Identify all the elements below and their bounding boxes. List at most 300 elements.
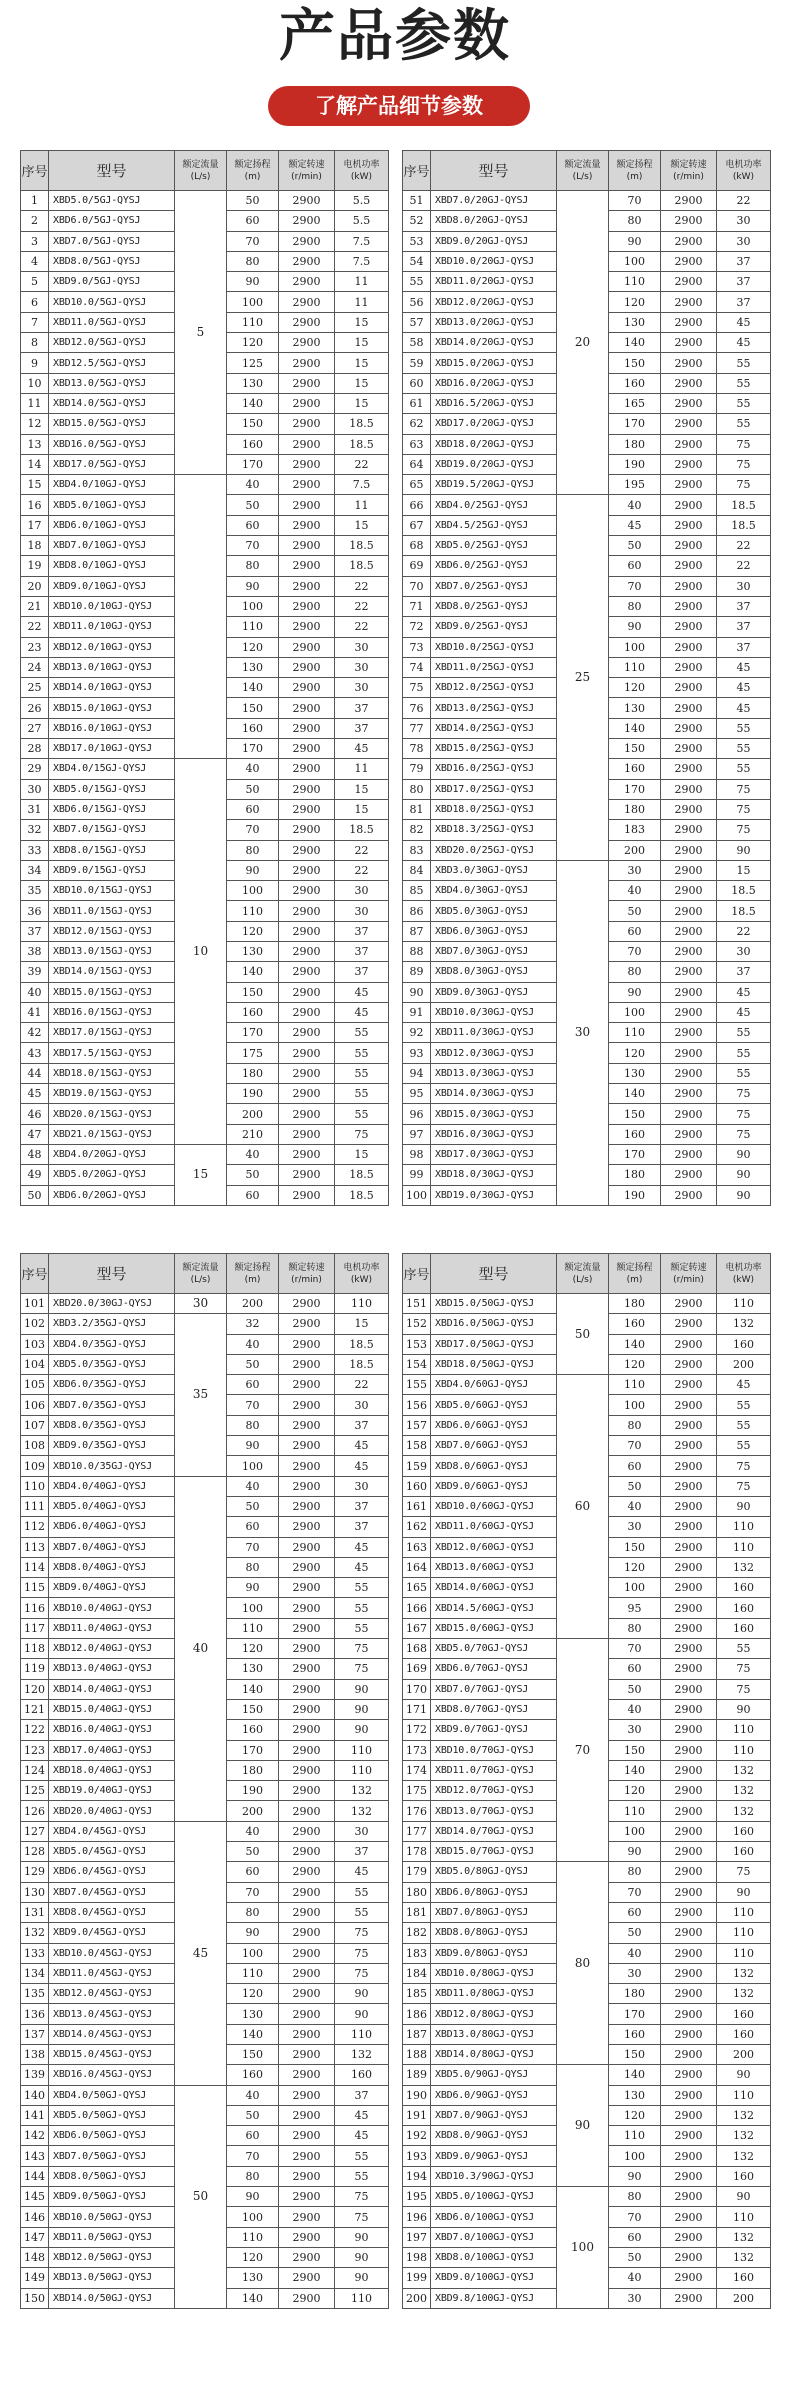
cell-head: 175 <box>227 1043 279 1063</box>
cell-power: 55 <box>717 1395 771 1415</box>
cell-no: 49 <box>21 1165 49 1185</box>
cell-model: XBD6.0/80GJ-QYSJ <box>431 1882 557 1902</box>
cell-head: 130 <box>609 2085 661 2105</box>
cell-no: 105 <box>21 1375 49 1395</box>
cell-speed: 2900 <box>661 1314 717 1334</box>
cell-power: 15 <box>335 515 389 535</box>
table-row <box>403 2187 771 2207</box>
cell-speed: 2900 <box>661 1084 717 1104</box>
cell-head: 130 <box>227 657 279 677</box>
cell-power: 55 <box>717 373 771 393</box>
cell-head: 120 <box>609 2105 661 2125</box>
cell-power: 110 <box>717 1294 771 1314</box>
cell-model: XBD9.0/70GJ-QYSJ <box>431 1720 557 1740</box>
cell-power: 55 <box>335 1063 389 1083</box>
cell-no: 188 <box>403 2044 431 2064</box>
cell-model: XBD14.0/5GJ-QYSJ <box>49 393 175 413</box>
cell-model: XBD4.5/25GJ-QYSJ <box>431 515 557 535</box>
cell-no: 130 <box>21 1882 49 1902</box>
cell-model: XBD12.0/15GJ-QYSJ <box>49 921 175 941</box>
cell-power: 75 <box>717 1659 771 1679</box>
cell-no: 51 <box>403 191 431 211</box>
cell-model: XBD7.0/15GJ-QYSJ <box>49 820 175 840</box>
cell-model: XBD9.0/45GJ-QYSJ <box>49 1923 175 1943</box>
cell-power: 110 <box>717 1902 771 1922</box>
cell-no: 197 <box>403 2227 431 2247</box>
cell-power: 11 <box>335 759 389 779</box>
cell-power: 55 <box>717 739 771 759</box>
cell-speed: 2900 <box>279 1456 335 1476</box>
cell-no: 37 <box>21 921 49 941</box>
cell-head: 100 <box>227 881 279 901</box>
cell-power: 30 <box>335 637 389 657</box>
cell-no: 5 <box>21 272 49 292</box>
header-head: 额定扬程 (m) <box>227 151 279 191</box>
cell-model: XBD17.5/15GJ-QYSJ <box>49 1043 175 1063</box>
cell-power: 160 <box>717 2268 771 2288</box>
cell-speed: 2900 <box>279 2227 335 2247</box>
cell-power: 90 <box>335 2268 389 2288</box>
cell-power: 110 <box>717 2207 771 2227</box>
cell-head: 200 <box>227 1104 279 1124</box>
cell-head: 100 <box>609 1578 661 1598</box>
cell-head: 160 <box>609 1314 661 1334</box>
cell-no: 110 <box>21 1476 49 1496</box>
cell-model: XBD8.0/30GJ-QYSJ <box>431 962 557 982</box>
cell-model: XBD17.0/10GJ-QYSJ <box>49 739 175 759</box>
cell-no: 43 <box>21 1043 49 1063</box>
cell-model: XBD10.0/60GJ-QYSJ <box>431 1496 557 1516</box>
cell-head: 100 <box>609 251 661 271</box>
cell-head: 170 <box>609 779 661 799</box>
cell-speed: 2900 <box>661 840 717 860</box>
cell-model: XBD9.0/40GJ-QYSJ <box>49 1578 175 1598</box>
cell-flow: 60 <box>557 1375 609 1639</box>
cell-head: 50 <box>227 779 279 799</box>
cell-speed: 2900 <box>279 1395 335 1415</box>
cell-no: 61 <box>403 393 431 413</box>
cell-head: 50 <box>227 1354 279 1374</box>
cell-model: XBD7.0/10GJ-QYSJ <box>49 536 175 556</box>
cell-power: 75 <box>335 2187 389 2207</box>
cell-power: 160 <box>717 2024 771 2044</box>
cell-head: 100 <box>227 1943 279 1963</box>
cell-no: 184 <box>403 1963 431 1983</box>
cell-speed: 2900 <box>661 2105 717 2125</box>
cell-model: XBD7.0/20GJ-QYSJ <box>431 191 557 211</box>
cell-no: 93 <box>403 1043 431 1063</box>
cell-speed: 2900 <box>661 820 717 840</box>
cell-power: 37 <box>717 272 771 292</box>
cell-power: 90 <box>335 1679 389 1699</box>
cell-no: 55 <box>403 272 431 292</box>
cell-power: 75 <box>717 1456 771 1476</box>
cell-no: 176 <box>403 1801 431 1821</box>
cell-model: XBD10.0/80GJ-QYSJ <box>431 1963 557 1983</box>
cell-no: 88 <box>403 941 431 961</box>
cell-no: 128 <box>21 1842 49 1862</box>
cell-power: 30 <box>335 1821 389 1841</box>
cell-no: 66 <box>403 495 431 515</box>
cell-no: 162 <box>403 1517 431 1537</box>
cell-head: 130 <box>227 373 279 393</box>
cell-model: XBD17.0/5GJ-QYSJ <box>49 454 175 474</box>
cell-head: 90 <box>227 1436 279 1456</box>
table-row <box>403 2065 771 2085</box>
cell-no: 99 <box>403 1165 431 1185</box>
cell-head: 60 <box>609 921 661 941</box>
cell-no: 24 <box>21 657 49 677</box>
cell-no: 97 <box>403 1124 431 1144</box>
cell-power: 18.5 <box>335 1185 389 1205</box>
cell-speed: 2900 <box>279 637 335 657</box>
cell-head: 140 <box>227 678 279 698</box>
cell-power: 45 <box>335 2126 389 2146</box>
cell-speed: 2900 <box>661 2166 717 2186</box>
cell-no: 190 <box>403 2085 431 2105</box>
cell-model: XBD8.0/35GJ-QYSJ <box>49 1415 175 1435</box>
cell-power: 30 <box>335 1476 389 1496</box>
cell-head: 125 <box>227 353 279 373</box>
cell-power: 37 <box>335 1496 389 1516</box>
cell-head: 90 <box>227 576 279 596</box>
cell-model: XBD15.0/25GJ-QYSJ <box>431 739 557 759</box>
cell-head: 170 <box>227 1023 279 1043</box>
cell-model: XBD13.0/10GJ-QYSJ <box>49 657 175 677</box>
cell-no: 172 <box>403 1720 431 1740</box>
cell-model: XBD16.0/15GJ-QYSJ <box>49 1002 175 1022</box>
cell-speed: 2900 <box>661 1537 717 1557</box>
cell-no: 68 <box>403 536 431 556</box>
cell-head: 150 <box>227 2044 279 2064</box>
cell-head: 40 <box>227 1144 279 1164</box>
cell-model: XBD12.0/5GJ-QYSJ <box>49 333 175 353</box>
cell-power: 37 <box>335 718 389 738</box>
cell-no: 168 <box>403 1639 431 1659</box>
cell-power: 75 <box>717 1679 771 1699</box>
cell-head: 60 <box>227 515 279 535</box>
cell-speed: 2900 <box>279 1659 335 1679</box>
spec-panel-1 <box>20 150 389 1206</box>
cell-no: 144 <box>21 2166 49 2186</box>
cell-head: 120 <box>227 2247 279 2267</box>
cell-speed: 2900 <box>661 779 717 799</box>
cell-flow: 50 <box>557 1294 609 1375</box>
cell-model: XBD13.0/60GJ-QYSJ <box>431 1557 557 1577</box>
cell-head: 160 <box>227 1720 279 1740</box>
cell-speed: 2900 <box>279 2166 335 2186</box>
cell-no: 62 <box>403 414 431 434</box>
cell-model: XBD12.0/40GJ-QYSJ <box>49 1639 175 1659</box>
cell-no: 78 <box>403 739 431 759</box>
cell-model: XBD9.0/90GJ-QYSJ <box>431 2146 557 2166</box>
table-row <box>403 1375 771 1395</box>
table-header-row <box>21 151 389 191</box>
cell-power: 37 <box>335 1517 389 1537</box>
cell-no: 173 <box>403 1740 431 1760</box>
cell-model: XBD4.0/35GJ-QYSJ <box>49 1334 175 1354</box>
cell-head: 32 <box>227 1314 279 1334</box>
cell-no: 140 <box>21 2085 49 2105</box>
cell-head: 120 <box>609 292 661 312</box>
cell-speed: 2900 <box>661 1185 717 1205</box>
cell-model: XBD17.0/25GJ-QYSJ <box>431 779 557 799</box>
cell-head: 170 <box>227 739 279 759</box>
cell-no: 191 <box>403 2105 431 2125</box>
cell-speed: 2900 <box>661 962 717 982</box>
cell-no: 33 <box>21 840 49 860</box>
cell-no: 82 <box>403 820 431 840</box>
cell-flow: 100 <box>557 2187 609 2309</box>
cell-no: 180 <box>403 1882 431 1902</box>
cell-head: 80 <box>609 1618 661 1638</box>
cell-no: 31 <box>21 799 49 819</box>
cell-power: 18.5 <box>335 1354 389 1374</box>
cell-no: 89 <box>403 962 431 982</box>
cell-no: 193 <box>403 2146 431 2166</box>
cell-power: 110 <box>335 2288 389 2308</box>
cell-no: 21 <box>21 596 49 616</box>
cell-model: XBD18.3/25GJ-QYSJ <box>431 820 557 840</box>
cell-model: XBD5.0/60GJ-QYSJ <box>431 1395 557 1415</box>
cell-speed: 2900 <box>661 1659 717 1679</box>
cell-speed: 2900 <box>661 475 717 495</box>
table-header-row <box>403 1254 771 1294</box>
cell-speed: 2900 <box>661 1963 717 1983</box>
cell-no: 27 <box>21 718 49 738</box>
cell-no: 70 <box>403 576 431 596</box>
cell-power: 30 <box>717 211 771 231</box>
cell-model: XBD13.0/80GJ-QYSJ <box>431 2024 557 2044</box>
cell-no: 103 <box>21 1334 49 1354</box>
cell-model: XBD12.0/50GJ-QYSJ <box>49 2247 175 2267</box>
cell-power: 110 <box>717 1517 771 1537</box>
cell-power: 55 <box>335 1104 389 1124</box>
cell-model: XBD8.0/60GJ-QYSJ <box>431 1456 557 1476</box>
cell-power: 75 <box>717 1124 771 1144</box>
cell-speed: 2900 <box>661 393 717 413</box>
cell-model: XBD16.0/25GJ-QYSJ <box>431 759 557 779</box>
cell-head: 100 <box>227 2207 279 2227</box>
cell-model: XBD4.0/10GJ-QYSJ <box>49 475 175 495</box>
cell-head: 200 <box>227 1801 279 1821</box>
cell-power: 90 <box>717 1882 771 1902</box>
cell-speed: 2900 <box>279 1415 335 1435</box>
cell-power: 132 <box>335 1801 389 1821</box>
cell-power: 160 <box>717 1334 771 1354</box>
cell-speed: 2900 <box>661 739 717 759</box>
cell-head: 60 <box>609 1902 661 1922</box>
cell-head: 170 <box>609 1144 661 1164</box>
cell-power: 30 <box>335 901 389 921</box>
cell-head: 40 <box>227 1821 279 1841</box>
cell-head: 140 <box>227 1679 279 1699</box>
cell-model: XBD8.0/40GJ-QYSJ <box>49 1557 175 1577</box>
cell-power: 11 <box>335 495 389 515</box>
cell-model: XBD5.0/100GJ-QYSJ <box>431 2187 557 2207</box>
cell-head: 160 <box>609 373 661 393</box>
cell-power: 90 <box>717 1496 771 1516</box>
cell-no: 109 <box>21 1456 49 1476</box>
cell-no: 194 <box>403 2166 431 2186</box>
header-power: 电机功率 (kW) <box>335 1254 389 1294</box>
cell-head: 195 <box>609 475 661 495</box>
table-row <box>403 495 771 515</box>
cell-power: 75 <box>717 820 771 840</box>
cell-no: 81 <box>403 799 431 819</box>
cell-model: XBD6.0/5GJ-QYSJ <box>49 211 175 231</box>
cell-speed: 2900 <box>661 1557 717 1577</box>
cell-power: 55 <box>717 1063 771 1083</box>
cell-head: 30 <box>609 1963 661 1983</box>
cell-speed: 2900 <box>661 1517 717 1537</box>
cell-head: 160 <box>609 759 661 779</box>
cell-no: 90 <box>403 982 431 1002</box>
cell-head: 50 <box>609 1679 661 1699</box>
cell-model: XBD17.0/40GJ-QYSJ <box>49 1740 175 1760</box>
cell-model: XBD11.0/5GJ-QYSJ <box>49 312 175 332</box>
cell-no: 195 <box>403 2187 431 2207</box>
cell-power: 18.5 <box>717 495 771 515</box>
cell-power: 22 <box>335 454 389 474</box>
cell-model: XBD12.0/25GJ-QYSJ <box>431 678 557 698</box>
cell-no: 138 <box>21 2044 49 2064</box>
cell-no: 64 <box>403 454 431 474</box>
cell-no: 65 <box>403 475 431 495</box>
cell-speed: 2900 <box>661 1104 717 1124</box>
cell-speed: 2900 <box>279 231 335 251</box>
cell-model: XBD10.0/50GJ-QYSJ <box>49 2207 175 2227</box>
cell-no: 58 <box>403 333 431 353</box>
table-row <box>403 1294 771 1314</box>
cell-speed: 2900 <box>279 2187 335 2207</box>
cell-model: XBD7.0/70GJ-QYSJ <box>431 1679 557 1699</box>
cell-head: 170 <box>609 414 661 434</box>
cell-power: 55 <box>717 1436 771 1456</box>
cell-power: 90 <box>717 1185 771 1205</box>
header-head: 额定扬程 (m) <box>609 151 661 191</box>
cell-no: 165 <box>403 1578 431 1598</box>
cell-model: XBD7.0/80GJ-QYSJ <box>431 1902 557 1922</box>
cell-power: 18.5 <box>717 881 771 901</box>
cell-head: 70 <box>227 2146 279 2166</box>
cell-model: XBD5.0/35GJ-QYSJ <box>49 1354 175 1374</box>
cell-speed: 2900 <box>279 718 335 738</box>
cell-power: 5.5 <box>335 211 389 231</box>
cell-head: 100 <box>609 1395 661 1415</box>
cell-speed: 2900 <box>279 2268 335 2288</box>
cell-head: 40 <box>609 1943 661 1963</box>
cell-model: XBD13.0/20GJ-QYSJ <box>431 312 557 332</box>
cell-head: 60 <box>609 2227 661 2247</box>
cell-head: 100 <box>227 596 279 616</box>
cell-model: XBD12.0/60GJ-QYSJ <box>431 1537 557 1557</box>
cell-model: XBD19.0/20GJ-QYSJ <box>431 454 557 474</box>
cell-speed: 2900 <box>661 1821 717 1841</box>
cell-speed: 2900 <box>279 1557 335 1577</box>
cell-model: XBD13.0/40GJ-QYSJ <box>49 1659 175 1679</box>
cell-no: 14 <box>21 454 49 474</box>
cell-flow <box>175 475 227 759</box>
cell-speed: 2900 <box>661 941 717 961</box>
cell-model: XBD8.0/5GJ-QYSJ <box>49 251 175 271</box>
cell-power: 90 <box>717 1165 771 1185</box>
cell-head: 120 <box>609 1781 661 1801</box>
cell-speed: 2900 <box>279 1598 335 1618</box>
cell-no: 15 <box>21 475 49 495</box>
cell-speed: 2900 <box>279 251 335 271</box>
cell-speed: 2900 <box>279 1436 335 1456</box>
cell-head: 190 <box>609 1185 661 1205</box>
cell-no: 141 <box>21 2105 49 2125</box>
cell-model: XBD12.0/30GJ-QYSJ <box>431 1043 557 1063</box>
cell-head: 110 <box>609 2126 661 2146</box>
cell-model: XBD14.0/70GJ-QYSJ <box>431 1821 557 1841</box>
cell-flow: 80 <box>557 1862 609 2065</box>
cell-model: XBD14.0/30GJ-QYSJ <box>431 1084 557 1104</box>
cell-speed: 2900 <box>661 1124 717 1144</box>
cell-power: 37 <box>717 292 771 312</box>
cell-head: 110 <box>227 1618 279 1638</box>
cell-power: 90 <box>717 1144 771 1164</box>
cell-speed: 2900 <box>279 495 335 515</box>
cell-speed: 2900 <box>661 353 717 373</box>
cell-speed: 2900 <box>279 1699 335 1719</box>
cell-model: XBD6.0/90GJ-QYSJ <box>431 2085 557 2105</box>
cell-speed: 2900 <box>279 1963 335 1983</box>
cell-no: 39 <box>21 962 49 982</box>
cell-speed: 2900 <box>661 1415 717 1435</box>
cell-speed: 2900 <box>661 1063 717 1083</box>
cell-power: 15 <box>335 779 389 799</box>
cell-model: XBD12.0/45GJ-QYSJ <box>49 1984 175 2004</box>
cell-model: XBD12.0/10GJ-QYSJ <box>49 637 175 657</box>
cell-power: 160 <box>717 1578 771 1598</box>
cell-speed: 2900 <box>279 799 335 819</box>
cell-power: 22 <box>335 860 389 880</box>
cell-no: 185 <box>403 1984 431 2004</box>
cell-model: XBD18.0/40GJ-QYSJ <box>49 1760 175 1780</box>
cell-power: 45 <box>335 1002 389 1022</box>
cell-head: 210 <box>227 1124 279 1144</box>
cell-no: 142 <box>21 2126 49 2146</box>
cell-no: 106 <box>21 1395 49 1415</box>
cell-power: 90 <box>717 2187 771 2207</box>
cell-model: XBD3.0/30GJ-QYSJ <box>431 860 557 880</box>
cell-power: 160 <box>717 2004 771 2024</box>
header-model: 型号 <box>431 1254 557 1294</box>
spec-table <box>402 150 771 1206</box>
cell-head: 180 <box>609 1984 661 2004</box>
cell-power: 90 <box>335 2227 389 2247</box>
cell-speed: 2900 <box>661 515 717 535</box>
cell-head: 80 <box>609 1862 661 1882</box>
header-power: 电机功率 (kW) <box>717 151 771 191</box>
cell-power: 75 <box>717 1476 771 1496</box>
cell-head: 130 <box>609 1063 661 1083</box>
cell-speed: 2900 <box>279 333 335 353</box>
cell-speed: 2900 <box>279 1781 335 1801</box>
cell-model: XBD9.0/25GJ-QYSJ <box>431 617 557 637</box>
cell-flow: 40 <box>175 1476 227 1821</box>
cell-no: 69 <box>403 556 431 576</box>
cell-model: XBD15.0/70GJ-QYSJ <box>431 1842 557 1862</box>
header-flow: 额定流量 (L/s) <box>175 1254 227 1294</box>
cell-power: 110 <box>717 1923 771 1943</box>
cell-speed: 2900 <box>661 2004 717 2024</box>
cell-power: 200 <box>717 2288 771 2308</box>
cell-power: 110 <box>717 1720 771 1740</box>
